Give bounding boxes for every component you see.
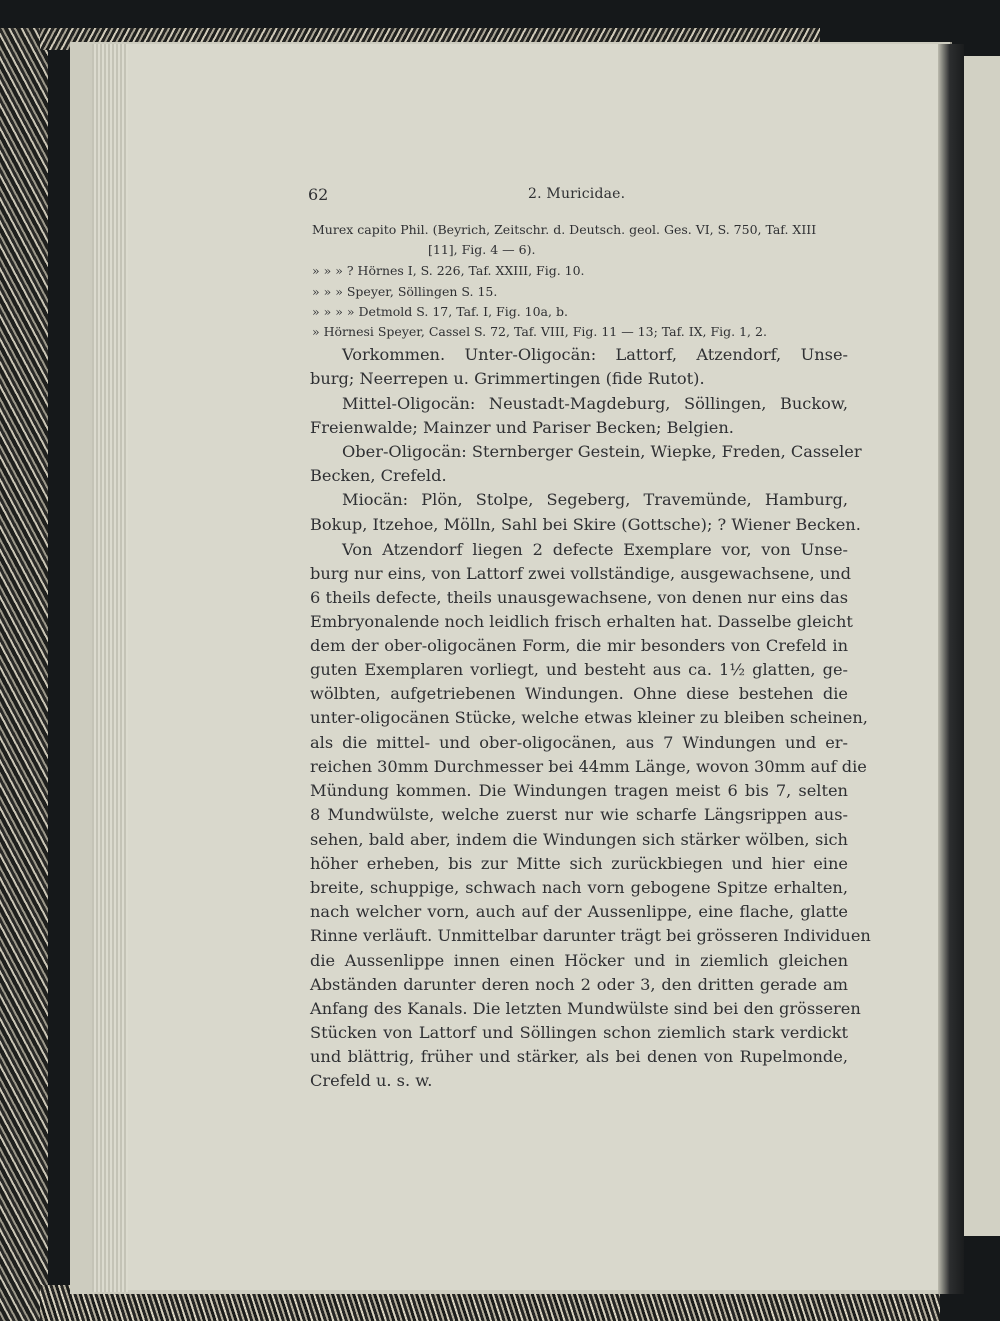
marbled-cover-left bbox=[0, 28, 48, 1321]
body-line: Embryonalende noch leidlich frisch erhalten hat. Dasselbe gleicht bbox=[310, 612, 853, 631]
page-edges bbox=[92, 44, 128, 1292]
synonymy-line: » » » Speyer, Söllingen S. 15. bbox=[312, 284, 498, 299]
facing-page-edge bbox=[962, 56, 1000, 1236]
body-line: sehen, bald aber, indem die Windungen sich stärker wölben, sich bbox=[310, 830, 848, 849]
body-line: burg nur eins, von Lattorf zwei vollständige, ausgewachsene, und bbox=[310, 564, 851, 583]
body-line: Abständen darunter deren noch 2 oder 3, den dritten gerade am bbox=[310, 975, 848, 994]
synonymy-line: Murex capito Phil. (Beyrich, Zeitschr. d. Deutsch. geol. Ges. VI, S. 750, Taf. XIII bbox=[312, 222, 817, 237]
page-number: 62 bbox=[308, 185, 329, 204]
body-line: Rinne verläuft. Unmittelbar darunter trägt bei grösseren Individuen bbox=[310, 926, 871, 945]
book-gutter bbox=[938, 44, 964, 1294]
body-line: reichen 30mm Durchmesser bei 44mm Länge, wovon 30mm auf die bbox=[310, 757, 867, 776]
body-line: Freienwalde; Mainzer und Pariser Becken; Belgien. bbox=[310, 418, 734, 437]
synonymy-line: [11], Fig. 4 — 6). bbox=[428, 242, 536, 257]
synonymy-line: » » » ? Hörnes I, S. 226, Taf. XXIII, Fig. 10. bbox=[312, 263, 585, 278]
body-line: Stücken von Lattorf und Söllingen schon ziemlich stark verdickt bbox=[310, 1023, 848, 1042]
body-line: Becken, Crefeld. bbox=[310, 466, 447, 485]
running-head: 2. Muricidae. bbox=[528, 186, 626, 202]
synonymy-line: » Hörnesi Speyer, Cassel S. 72, Taf. VIII, Fig. 11 — 13; Taf. IX, Fig. 1, 2. bbox=[312, 324, 767, 339]
body-line: Vorkommen. Unter-Oligocän: Lattorf, Atzendorf, Unse- bbox=[342, 345, 848, 364]
synonymy-line: » » » » Detmold S. 17, Taf. I, Fig. 10a, b. bbox=[312, 304, 568, 319]
body-line: Ober-Oligocän: Sternberger Gestein, Wiepke, Freden, Casseler bbox=[342, 442, 862, 461]
body-line: Anfang des Kanals. Die letzten Mundwülste sind bei den grösseren bbox=[310, 999, 861, 1018]
body-line: 6 theils defecte, theils unausgewachsene, von denen nur eins das bbox=[310, 588, 849, 607]
body-line: wölbten, aufgetriebenen Windungen. Ohne diese bestehen die bbox=[310, 684, 848, 703]
body-line: Bokup, Itzehoe, Mölln, Sahl bei Skire (Gottsche); ? Wiener Becken. bbox=[310, 515, 861, 534]
body-line: breite, schuppige, schwach nach vorn gebogene Spitze erhalten, bbox=[310, 878, 848, 897]
body-line: Von Atzendorf liegen 2 defecte Exemplare vor, von Unse- bbox=[342, 540, 848, 559]
body-line: dem der ober-oligocänen Form, die mir besonders von Crefeld in bbox=[310, 636, 848, 655]
body-line: 8 Mundwülste, welche zuerst nur wie scharfe Längsrippen aus- bbox=[310, 805, 848, 824]
body-line: Mündung kommen. Die Windungen tragen meist 6 bis 7, selten bbox=[310, 781, 848, 800]
body-line: Mittel-Oligocän: Neustadt-Magdeburg, Söllingen, Buckow, bbox=[342, 394, 848, 413]
body-line: die Aussenlippe innen einen Höcker und in ziemlich gleichen bbox=[310, 951, 848, 970]
body-line: guten Exemplaren vorliegt, und besteht aus ca. 1½ glatten, ge- bbox=[310, 660, 848, 679]
body-line: und blättrig, früher und stärker, als bei denen von Rupelmonde, bbox=[310, 1047, 848, 1066]
body-line: nach welcher vorn, auch auf der Aussenlippe, eine flache, glatte bbox=[310, 902, 848, 921]
body-line: unter-oligocänen Stücke, welche etwas kleiner zu bleiben scheinen, bbox=[310, 708, 868, 727]
body-line: als die mittel- und ober-oligocänen, aus 7 Windungen und er- bbox=[310, 733, 848, 752]
body-line: burg; Neerrepen u. Grimmertingen (fide Rutot). bbox=[310, 369, 705, 388]
body-line: Crefeld u. s. w. bbox=[310, 1071, 433, 1090]
body-line: Miocän: Plön, Stolpe, Segeberg, Travemünde, Hamburg, bbox=[342, 490, 848, 509]
body-line: höher erheben, bis zur Mitte sich zurückbiegen und hier eine bbox=[310, 854, 848, 873]
